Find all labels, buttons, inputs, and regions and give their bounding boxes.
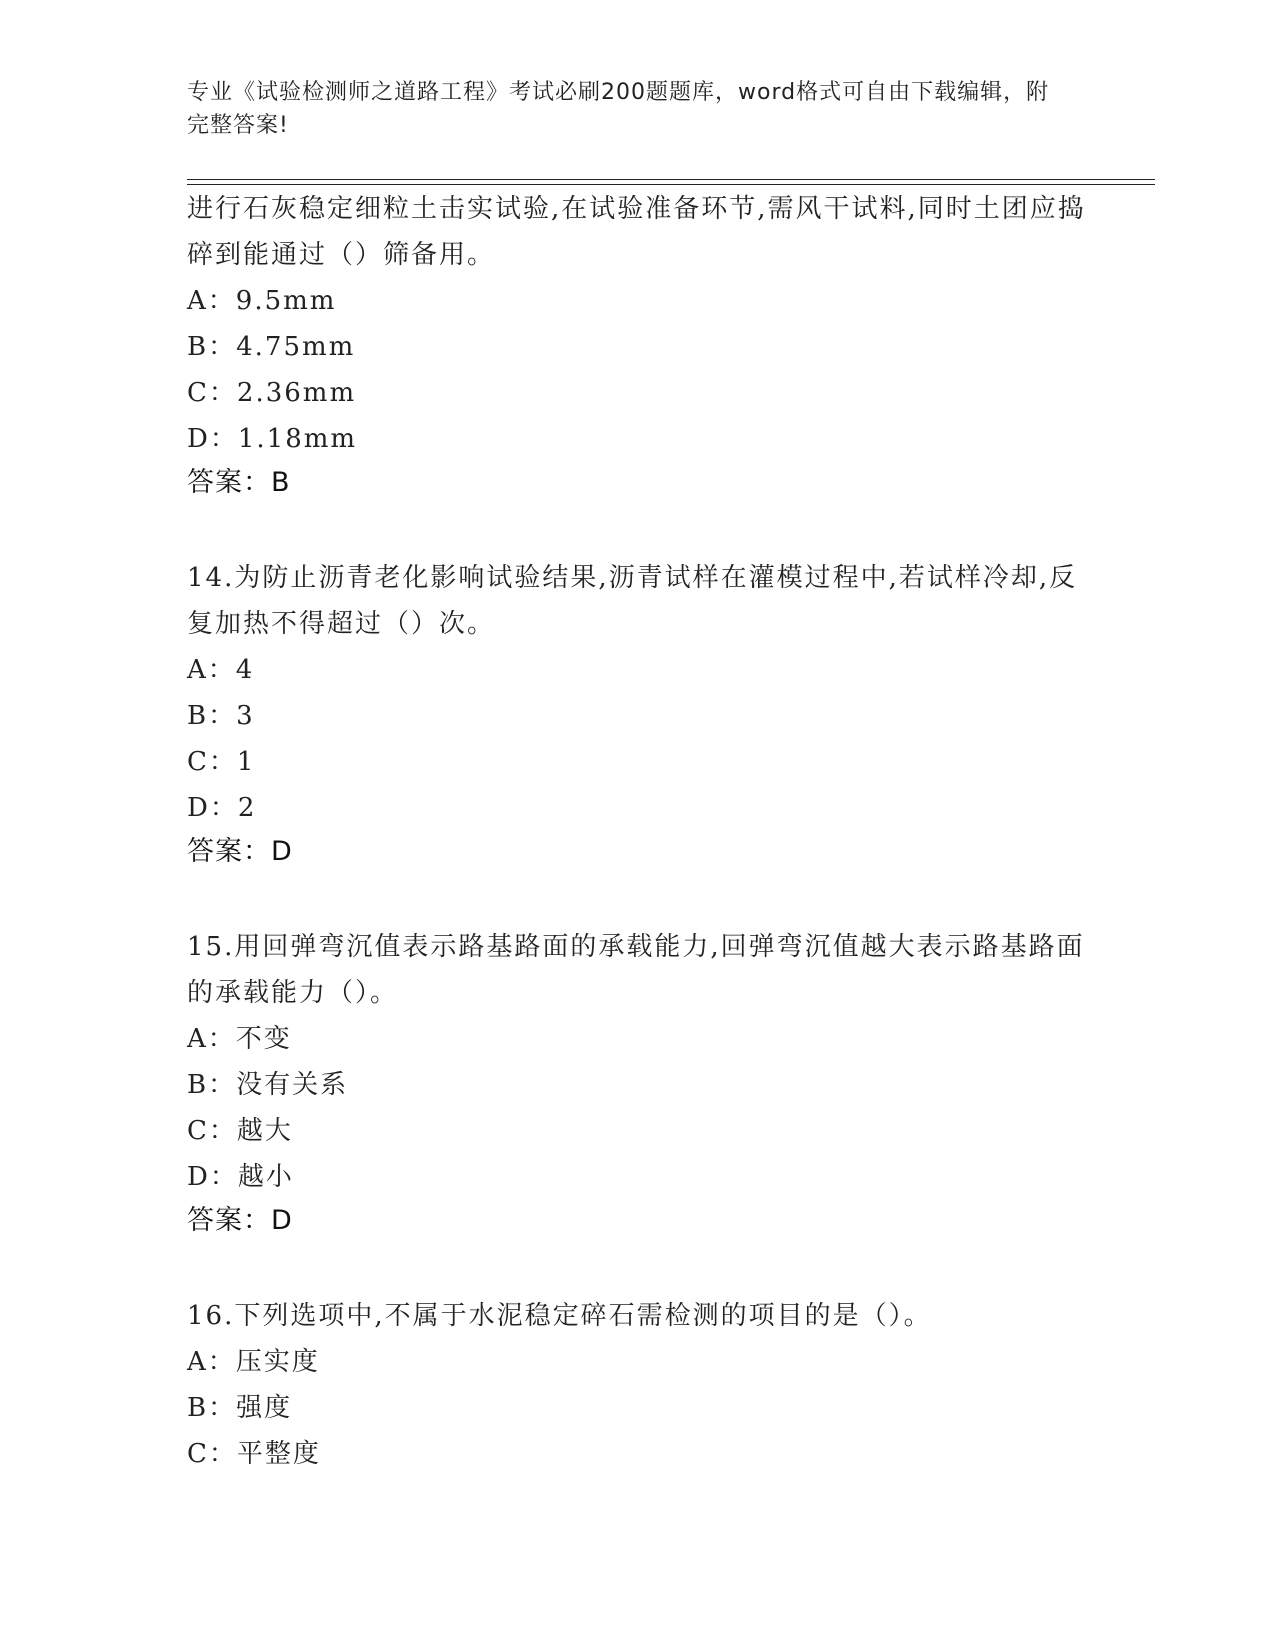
- option-value: 4: [235, 655, 255, 685]
- spacer: [187, 873, 1087, 923]
- spacer: [187, 504, 1087, 554]
- option-key: B：: [187, 701, 237, 731]
- option-key: A：: [187, 655, 236, 685]
- question-text: 进行石灰稳定细粒土击实试验,在试验准备环节,需风干试料,同时土团应捣碎到能通过（）筛备用。: [187, 194, 1086, 270]
- option-value: 2.36mm: [236, 378, 357, 408]
- option-d: [187, 1154, 1087, 1200]
- option-key: C：: [187, 1439, 237, 1469]
- option-value: 没有关系: [236, 1070, 349, 1100]
- option-value: 越小: [237, 1162, 294, 1192]
- header-divider-top: [187, 179, 1155, 180]
- option-key: C：: [187, 747, 237, 777]
- question-text: 16.下列选项中,不属于水泥稳定碎石需检测的项目的是（）。: [187, 1301, 932, 1331]
- option-c: [187, 1108, 1087, 1154]
- option-value: 1: [236, 747, 256, 777]
- option-b: [187, 1385, 1087, 1431]
- option-c: [187, 739, 1087, 785]
- option-key: B：: [187, 1070, 237, 1100]
- option-key: C：: [187, 1116, 237, 1146]
- option-value: 4.75mm: [236, 332, 356, 362]
- option-key: B：: [187, 1393, 237, 1423]
- option-key: A：: [187, 1024, 236, 1054]
- question-text: 14.为防止沥青老化影响试验结果,沥青试样在灌模过程中,若试样冷却,反复加热不得超过（）次。: [187, 563, 1078, 639]
- option-key: D：: [187, 1162, 238, 1192]
- option-a: [187, 647, 1087, 693]
- option-value: 1.18mm: [237, 424, 358, 454]
- question-item: [187, 185, 1087, 504]
- option-value: 平整度: [236, 1439, 321, 1469]
- option-key: A：: [187, 1347, 236, 1377]
- option-a: [187, 1016, 1087, 1062]
- option-a: [187, 278, 1087, 324]
- option-d: [187, 416, 1087, 462]
- option-key: C：: [187, 378, 237, 408]
- option-key: D：: [187, 424, 238, 454]
- question-list: [187, 185, 1087, 1477]
- question-item: [187, 554, 1087, 873]
- answer-line: 答案：D: [187, 836, 293, 867]
- option-key: D：: [187, 793, 238, 823]
- document-header: 专业《试验检测师之道路工程》考试必刷200题题库，word格式可自由下载编辑，附完整答案!: [187, 80, 1050, 138]
- option-value: 越大: [236, 1116, 293, 1146]
- option-key: A：: [187, 286, 236, 316]
- option-b: [187, 693, 1087, 739]
- question-text: 15.用回弹弯沉值表示路基路面的承载能力,回弹弯沉值越大表示路基路面的承载能力（）。: [187, 932, 1085, 1008]
- answer-line: 答案：D: [187, 1205, 293, 1236]
- option-value: 9.5mm: [235, 286, 337, 316]
- option-value: 2: [237, 793, 257, 823]
- option-key: B：: [187, 332, 237, 362]
- option-a: [187, 1339, 1087, 1385]
- spacer: [187, 1242, 1087, 1292]
- option-c: [187, 1431, 1087, 1477]
- option-value: 强度: [236, 1393, 293, 1423]
- option-value: 3: [236, 701, 255, 731]
- option-c: [187, 370, 1087, 416]
- question-item: [187, 1292, 1087, 1477]
- option-value: 压实度: [235, 1347, 320, 1377]
- option-value: 不变: [235, 1024, 292, 1054]
- option-d: [187, 785, 1087, 831]
- question-item: [187, 923, 1087, 1242]
- option-b: [187, 1062, 1087, 1108]
- option-b: [187, 324, 1087, 370]
- answer-line: 答案：B: [187, 467, 291, 498]
